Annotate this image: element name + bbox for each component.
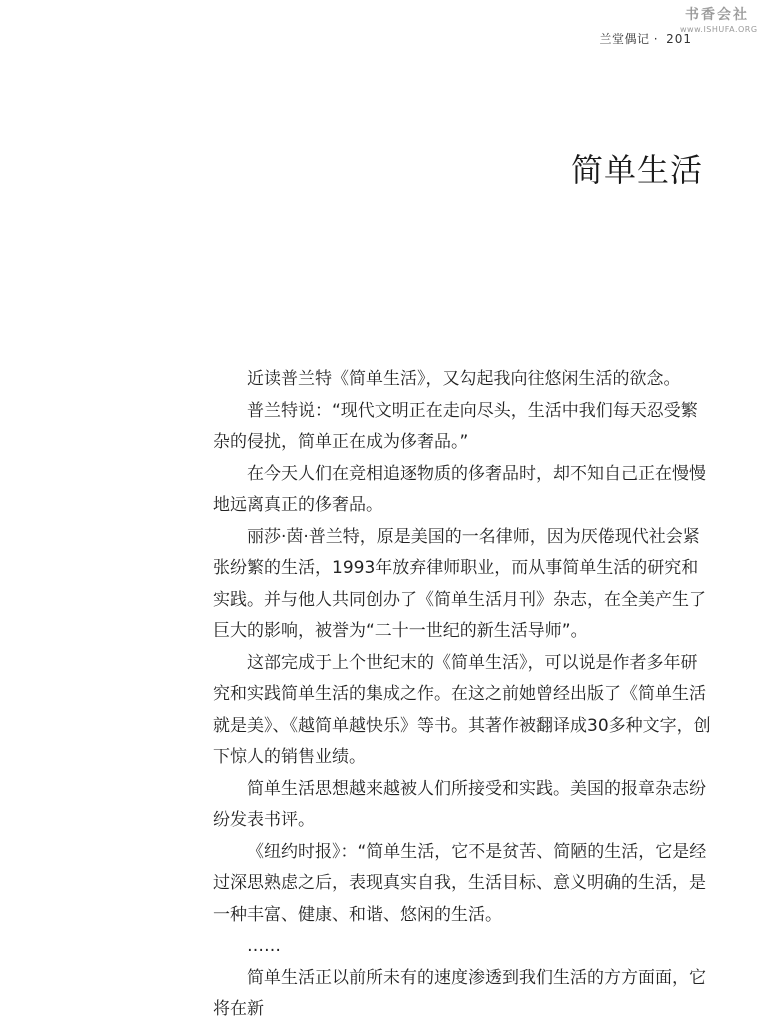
watermark-url-text: www.ISHUFA.ORG — [680, 25, 758, 34]
paragraph: 在今天人们在竞相追逐物质的侈奢品时，却不知自己正在慢慢地远离真正的侈奢品。 — [213, 463, 706, 515]
paragraph: 丽莎·茵·普兰特，原是美国的一名律师，因为厌倦现代社会紧张纷繁的生活，1993年放弃律师职业，而从事简单生活的研究和实践。并与他人共同创办了《简单生活月刊》杂志，在全美产生了巨大的影响，被誉为“二十一世纪的新生活导师”。 — [213, 526, 706, 641]
watermark-top-text: 书香会社 — [685, 7, 749, 23]
paragraph: 《纽约时报》：“简单生活，它不是贫苦、简陋的生活，它是经过深思熟虑之后，表现真实自我，生活目标、意义明确的生活，是一种丰富、健康、和谐、悠闲的生活。 — [213, 841, 707, 925]
paragraph: 这部完成于上个世纪末的《简单生活》，可以说是作者多年研究和实践简单生活的集成之作。在这之前她曾经出版了《简单生活就是美》、《越简单越快乐》等书。其著作被翻译成30多种文字，创下惊人的销售业绩。 — [213, 652, 711, 767]
paragraph: 简单生活思想越来越被人们所接受和实践。美国的报章杂志纷纷发表书评。 — [213, 778, 706, 830]
running-header — [599, 30, 692, 47]
page-number: 201 — [666, 32, 692, 46]
paragraph: 近读普兰特《简单生活》，又勾起我向往悠闲生活的欲念。 — [247, 369, 681, 389]
paragraph: 简单生活正以前所未有的速度渗透到我们生活的方方面面，它将在新 — [213, 967, 706, 1019]
running-title: 兰堂偶记 · — [599, 32, 659, 46]
paragraph: …… — [247, 936, 281, 956]
paragraph: 普兰特说：“现代文明正在走向尽头，生活中我们每天忍受繁杂的侵扰，简单正在成为侈奢品。” — [213, 400, 698, 452]
chapter-title: 简单生活 — [570, 151, 703, 189]
body-text — [213, 364, 711, 1026]
